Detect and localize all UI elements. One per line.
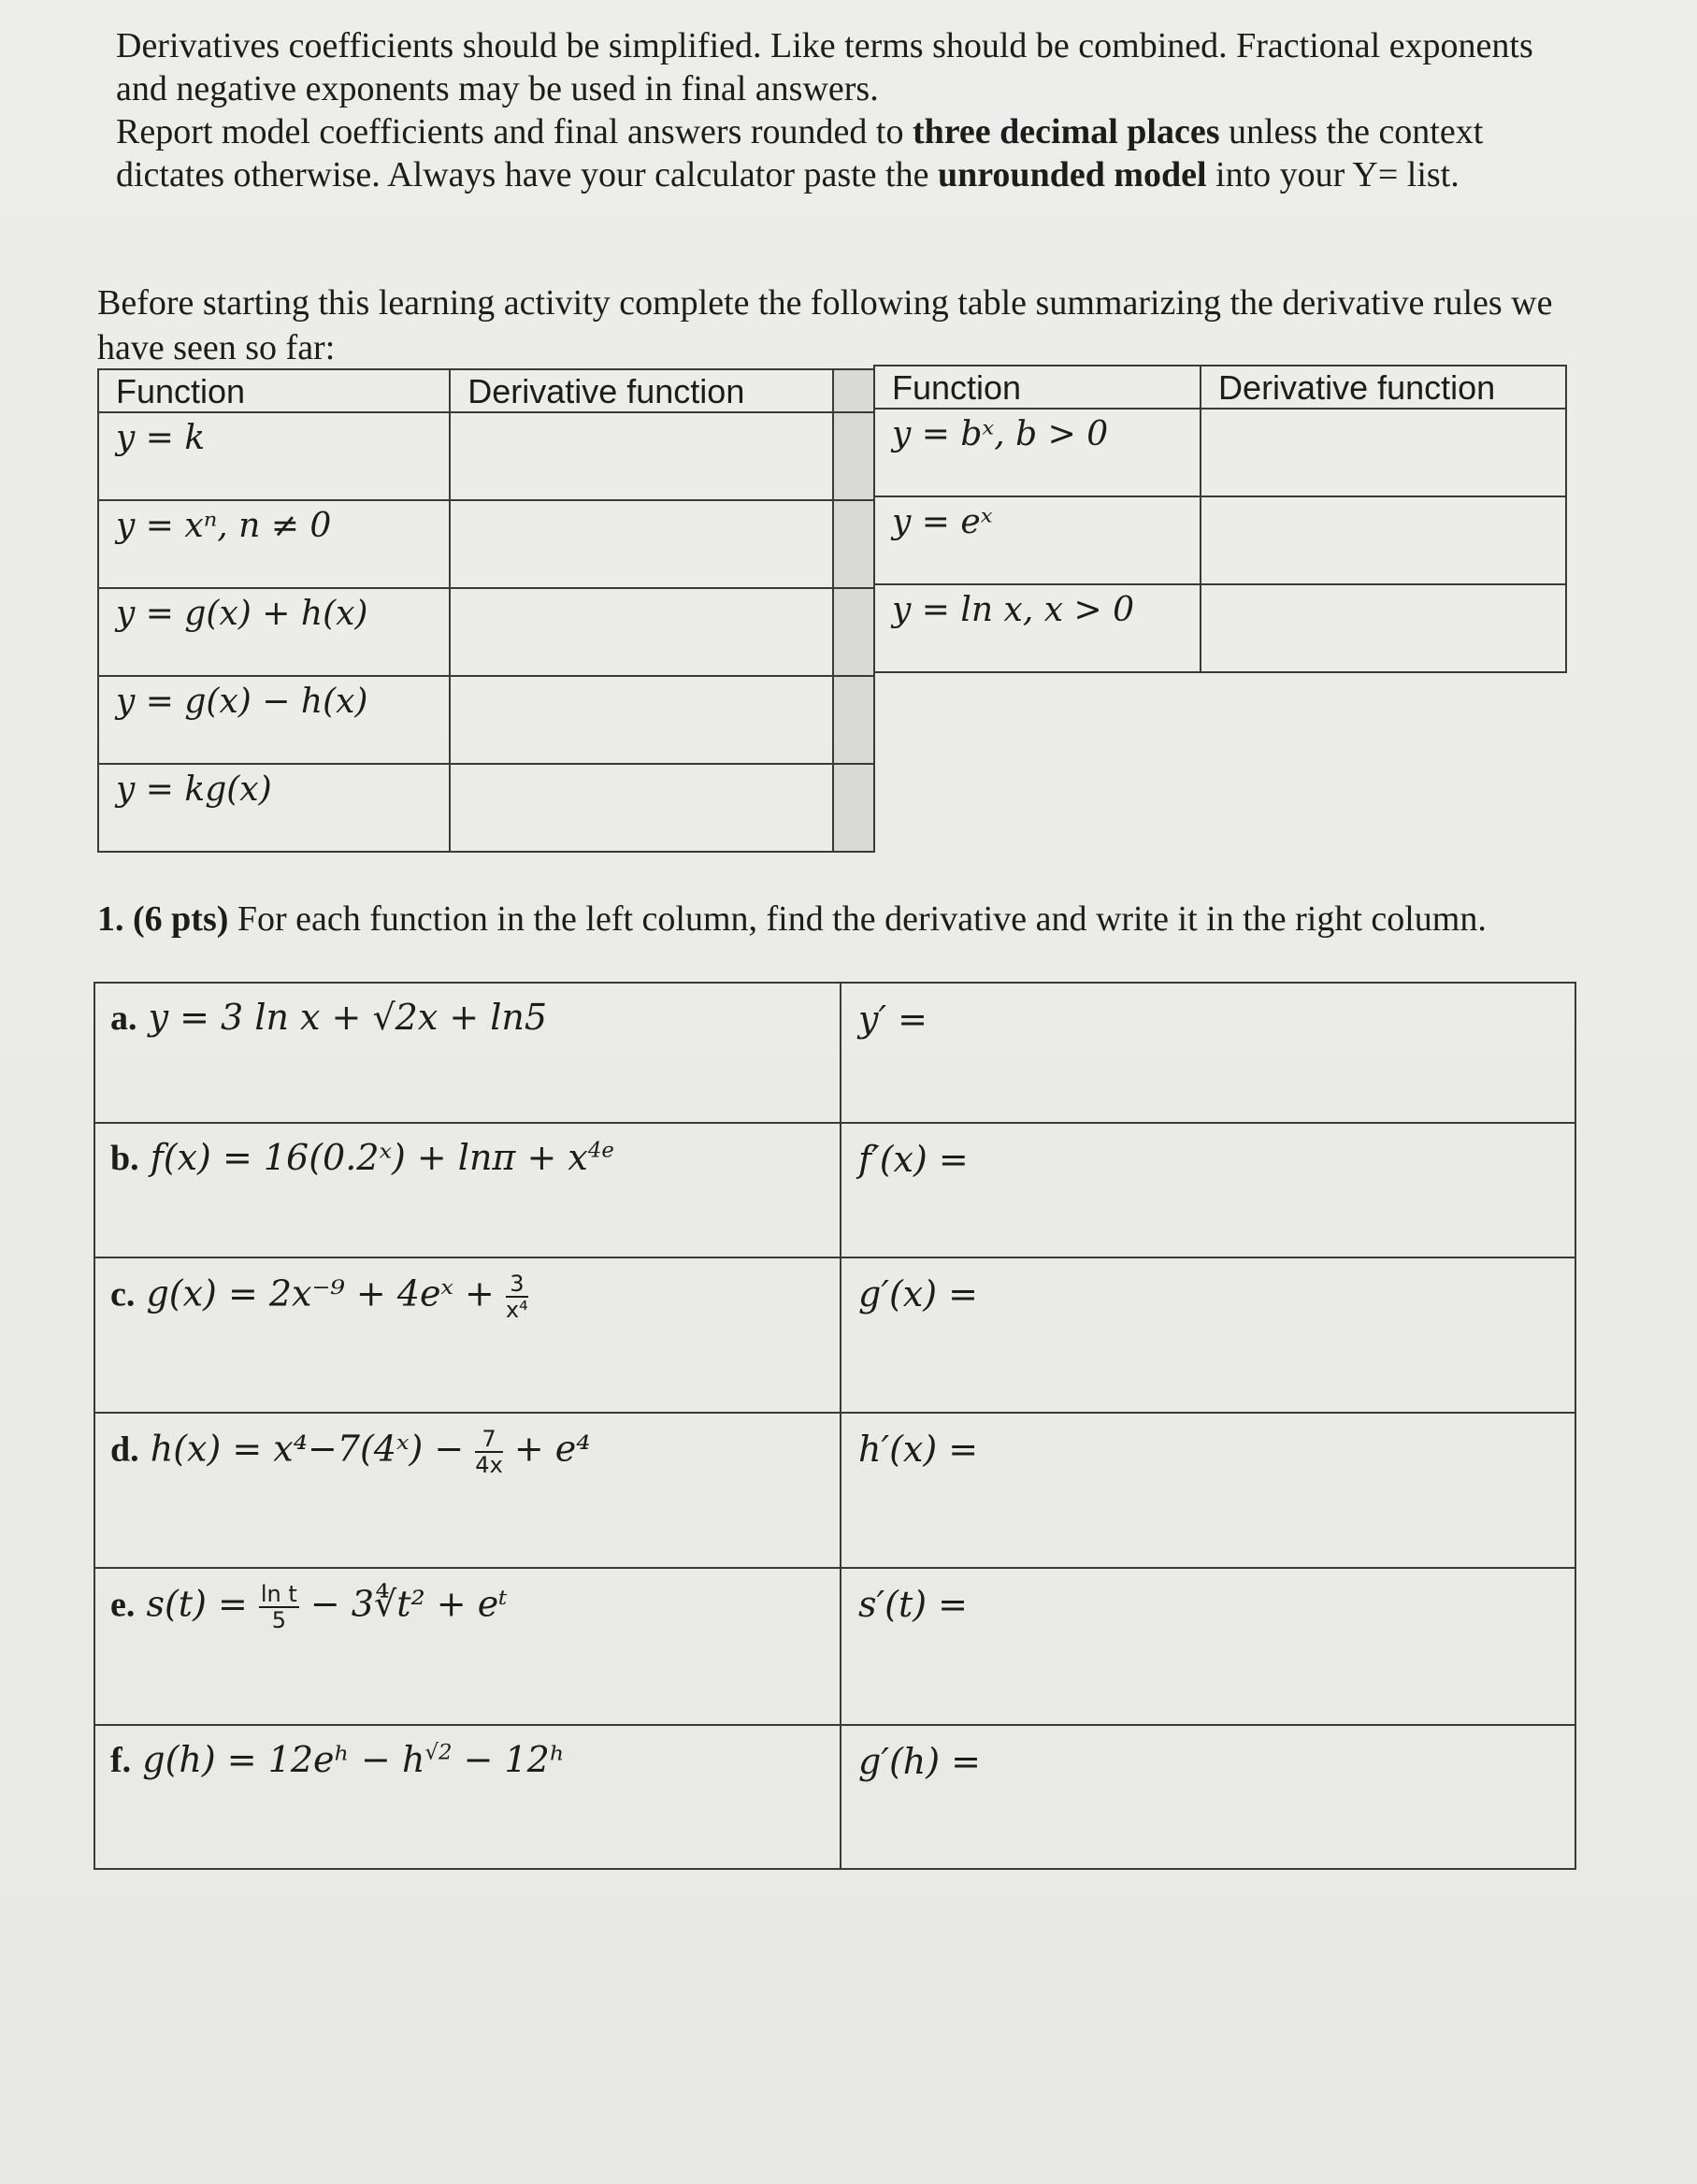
answer-cell[interactable]: h′(x) = — [841, 1413, 1575, 1568]
problem-label: d. — [110, 1430, 139, 1470]
rule-function: y = ln x, x > 0 — [874, 584, 1201, 672]
summary-table-right — [873, 365, 1567, 673]
fraction — [506, 1272, 528, 1322]
problem-row-c — [94, 1257, 1575, 1413]
problem-function — [94, 1413, 841, 1568]
fraction-denominator: 5 — [271, 1607, 286, 1633]
problem-expression-end: − 12ʰ — [452, 1739, 566, 1780]
problem-1-text: For each function in the left column, find the derivative and write it in the right column. — [228, 899, 1487, 939]
header-derivative: Derivative function — [1201, 366, 1566, 409]
intro-text: Report model coefficients and final answers rounded to — [116, 112, 913, 151]
intro-instructions — [116, 24, 1575, 196]
fraction-denominator: x⁴ — [505, 1297, 528, 1323]
problem-expression-start: s(t) = — [146, 1583, 259, 1625]
problem-label: a. — [110, 999, 137, 1038]
exponent: √2 — [424, 1740, 453, 1765]
problem-expression: y = 3 ln x + √2x + ln5 — [148, 997, 548, 1038]
problem-1-heading — [97, 898, 1556, 941]
problem-row-a — [94, 983, 1575, 1123]
rule-function: y = k — [98, 412, 450, 500]
problem-table — [93, 982, 1576, 1870]
problem-function — [94, 1725, 841, 1869]
column-gap — [833, 764, 874, 852]
answer-cell[interactable]: g′(h) = — [841, 1725, 1575, 1869]
rule-function: y = g(x) − h(x) — [98, 676, 450, 764]
rule-function: y = bˣ, b > 0 — [874, 409, 1201, 496]
problem-label: c. — [110, 1274, 136, 1315]
intro-bold-unrounded: unrounded model — [937, 155, 1207, 194]
rule-function: y = g(x) + h(x) — [98, 588, 450, 676]
fraction-numerator: ln t — [260, 1581, 297, 1607]
intro-bold-three-decimal: three decimal places — [912, 112, 1220, 151]
rule-derivative-blank[interactable] — [450, 412, 833, 500]
header-derivative: Derivative function — [450, 369, 833, 412]
summary-instruction: Before starting this learning activity complete the following table summarizing the derivative rules we have seen so far: — [97, 283, 1553, 367]
answer-cell[interactable]: y′ = — [841, 983, 1575, 1123]
answer-cell[interactable]: g′(x) = — [841, 1257, 1575, 1413]
fraction — [259, 1582, 299, 1632]
problem-expression: h(x) = x⁴−7(4ˣ) − — [150, 1428, 476, 1470]
intro-text: into your Y= list. — [1206, 155, 1460, 194]
header-function: Function — [98, 369, 450, 412]
summary-table-left — [97, 368, 875, 853]
rule-derivative-blank[interactable] — [450, 500, 833, 588]
exponent: 4e — [587, 1138, 614, 1163]
answer-cell[interactable]: f′(x) = — [841, 1123, 1575, 1257]
rule-derivative-blank[interactable] — [1201, 409, 1566, 496]
problem-expression: f(x) = 16(0.2ˣ) + lnπ + x — [150, 1137, 588, 1178]
problem-function — [94, 1257, 841, 1413]
problem-row-e — [94, 1568, 1575, 1725]
problem-row-d — [94, 1413, 1575, 1568]
problem-expression: − 3∜t² + eᵗ — [298, 1583, 508, 1625]
rule-function: y = xⁿ, n ≠ 0 — [98, 500, 450, 588]
rule-function: y = kg(x) — [98, 764, 450, 852]
answer-cell[interactable]: s′(t) = — [841, 1568, 1575, 1725]
rule-derivative-blank[interactable] — [450, 588, 833, 676]
rule-derivative-blank[interactable] — [450, 676, 833, 764]
problem-row-f — [94, 1725, 1575, 1869]
column-gap — [833, 500, 874, 588]
intro-text: unless the context dictates otherwise. Always have your calculator paste the — [116, 112, 1484, 194]
fraction — [475, 1427, 502, 1477]
rule-function: y = eˣ — [874, 496, 1201, 584]
intro-line-2 — [116, 110, 1575, 196]
problem-row-b — [94, 1123, 1575, 1257]
fraction-numerator: 7 — [475, 1427, 502, 1453]
problem-label: b. — [110, 1139, 139, 1178]
problem-expression: g(h) = 12eʰ − h — [142, 1739, 425, 1780]
problem-expression-end: + e⁴ — [502, 1428, 591, 1470]
problem-label: e. — [110, 1585, 136, 1625]
fraction-numerator: 3 — [506, 1272, 528, 1298]
rule-derivative-blank[interactable] — [1201, 584, 1566, 672]
problem-function — [94, 1568, 841, 1725]
column-gap — [833, 412, 874, 500]
problem-label: f. — [110, 1741, 132, 1780]
problem-1-points: 1. (6 pts) — [97, 899, 229, 939]
header-function: Function — [874, 366, 1201, 409]
problem-function — [94, 1123, 841, 1257]
rule-derivative-blank[interactable] — [1201, 496, 1566, 584]
problem-expression: g(x) = 2x⁻⁹ + 4eˣ + — [146, 1272, 506, 1315]
problem-function — [94, 983, 841, 1123]
column-gap — [833, 369, 874, 412]
column-gap — [833, 676, 874, 764]
column-gap — [833, 588, 874, 676]
intro-line-1: Derivatives coefficients should be simplified. Like terms should be combined. Fractional exponents and negative exponents may be used in final answers. — [116, 26, 1533, 108]
rule-derivative-blank[interactable] — [450, 764, 833, 852]
fraction-denominator: 4x — [475, 1452, 503, 1478]
